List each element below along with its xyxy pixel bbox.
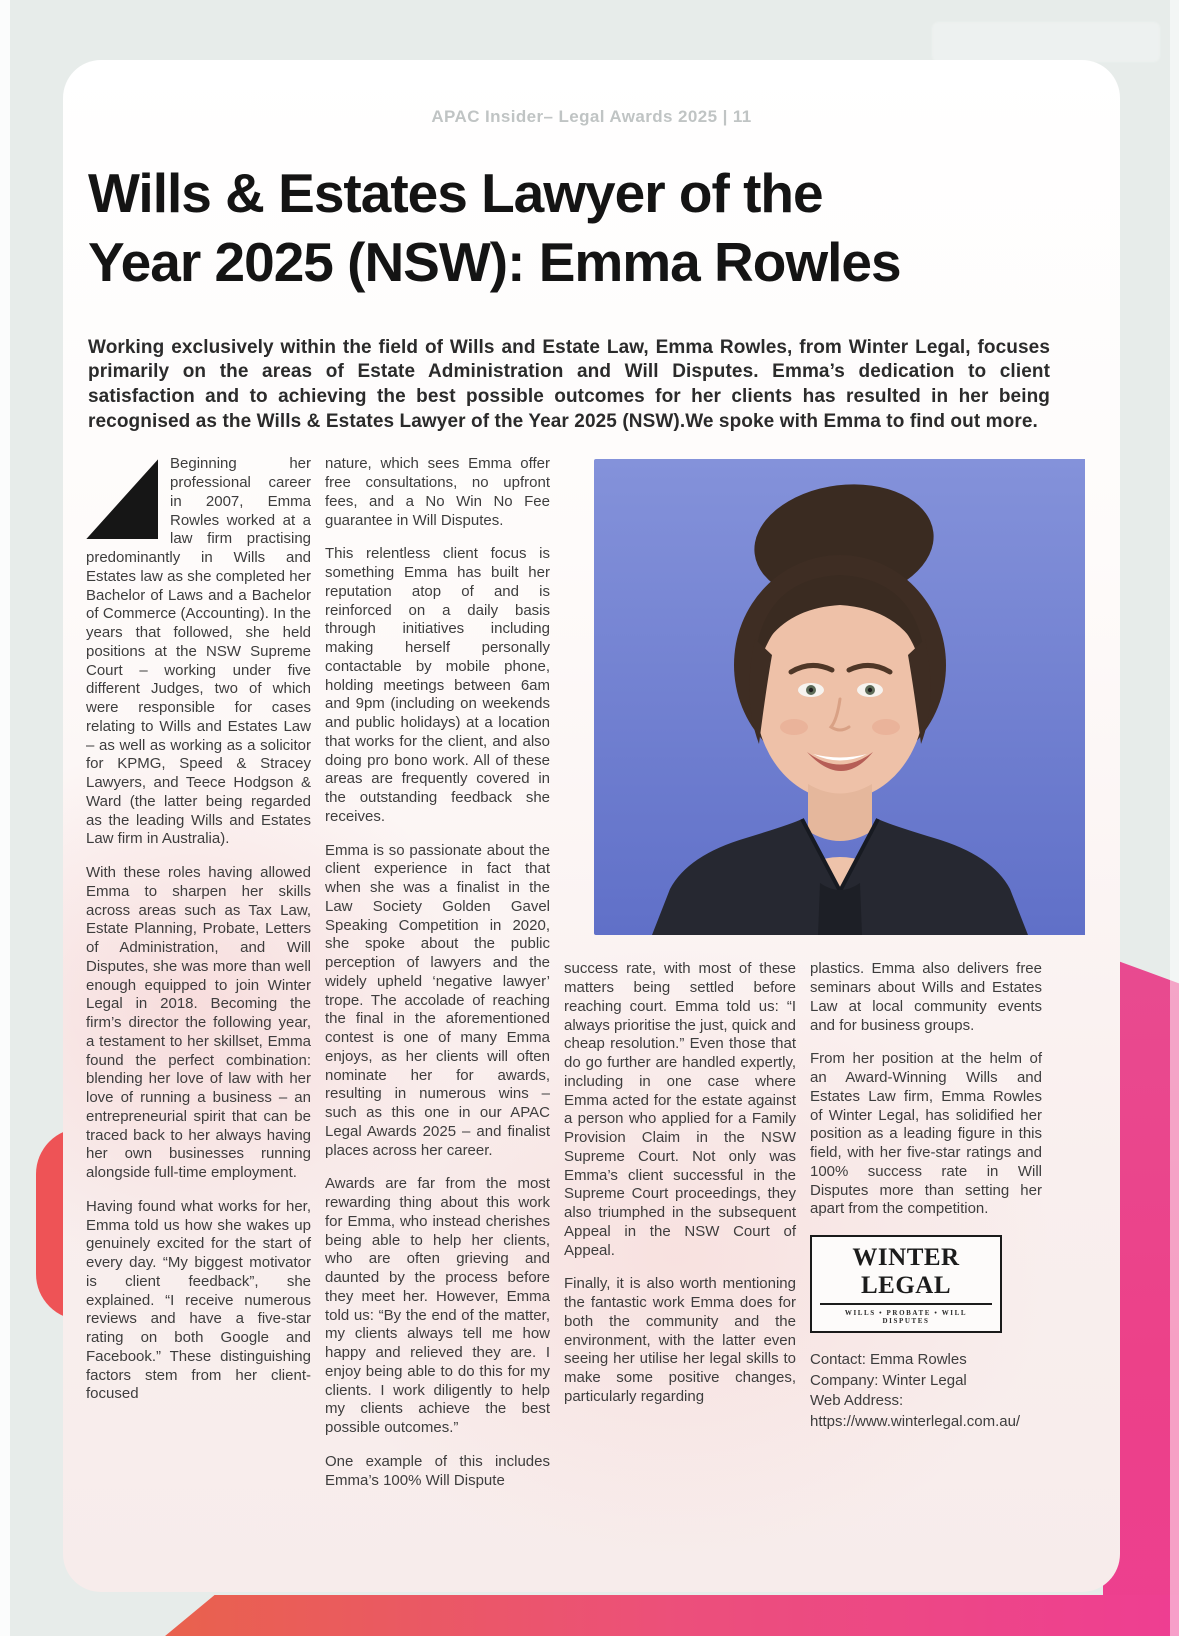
column-1: [86, 455, 311, 1404]
page-edge-left: [0, 0, 10, 1636]
decorative-bottom-gradient-bar: [0, 1595, 1179, 1636]
paragraph: From her position at the helm of an Award-Winning Wills and Estates Law firm, Emma Rowles of Winter Legal, has solidified her position as a leading figure in this field, with her five-star ratings and 100% success rate in Will Disputes more than setting her apart from the competition.: [810, 1050, 1042, 1218]
paragraph: Emma is so passionate about the client experience in fact that when she was a finalist in the Law Society Golden Gavel Speaking Competition in 2020, she spoke about the public perception of lawyers and the widely upheld ‘negative lawyer’ trope. The accolade of reaching the final in the aforementioned contest is one of many Emma enjoys, as her clients will often nominate her for awards, resulting in numerous wins – such as this one in our APAC Legal Awards 2025 – and finalist places across her career.: [325, 841, 550, 1159]
column-4: [810, 960, 1042, 1432]
paragraph: Awards are far from the most rewarding thing about this work for Emma, who instead cherishes being able to help her clients, who are often grieving and daunted by the process before they meet her. However, Emma told us: “By the end of the matter, my clients always tell me how happy and relieved they are. I enjoy being able to do this for my clients. I work diligently to help my clients achieve the best possible outcomes.”: [325, 1175, 550, 1437]
paragraph: One example of this includes Emma’s 100% Will Dispute: [325, 1452, 550, 1489]
masthead: APAC Insider– Legal Awards 2025 | 11: [431, 107, 752, 126]
contact-web-address: Web Address: https://www.winterlegal.com.au/: [810, 1392, 1021, 1430]
article-columns: [86, 455, 1042, 1490]
standfirst-paragraph: Working exclusively within the field of Wills and Estate Law, Emma Rowles, from Winter Legal, focuses primarily on the areas of Estate Administration and Will Disputes. Emma’s dedication to client satisfaction and to achieving the best possible outcomes for her clients has resulted in her being recognised as the Wills & Estates Lawyer of the Year 2025 (NSW).We spoke with Emma to find out more.: [88, 336, 1050, 432]
winter-legal-logo: [810, 1235, 1002, 1333]
lower-columns: [564, 960, 1042, 1432]
article-card: [63, 60, 1120, 1592]
paragraph-text: Beginning her professional career in 2007, Emma Rowles worked at a law firm practising predominantly in Wills and Estates law as she completed her Bachelor of Laws and a Bachelor of Commerce (Accounting). In the years that followed, she held positions at the NSW Supreme Court – working under five different Judges, two of which were responsible for cases relating to Wills and Estates Law – as well as working as a solicitor for KPMG, Speed & Stracey Lawyers, and Teece Hodgson & Ward (the latter being regarded as the leading Wills and Estates Law firm in Australia).: [86, 455, 311, 848]
paragraph: Finally, it is also worth mentioning the fantastic work Emma does for both the community and the environment, with the latter even seeing her utilise her legal skills to make some positive changes, particularly regarding: [564, 1275, 796, 1405]
portrait-illustration: [594, 459, 1085, 935]
dropcap-triangle-icon: [86, 459, 158, 539]
paragraph: Having found what works for her, Emma told us how she wakes up genuinely excited for the start of every day. “My biggest motivator is client feedback”, she explained. “I receive numerous reviews and have a five-star rating on both Google and Facebook.” These distinguishing factors stem from her client-focused: [86, 1197, 311, 1403]
paragraph: With these roles having allowed Emma to sharpen her skills across areas such as Tax Law, Estate Planning, Probate, Letters of Administration, and Will Disputes, she was more than well enough equipped to join Winter Legal in 2018. Becoming the firm’s director the following year, a testament to her skillset, Emma found the perfect combination: blending her love of law with her love of running a business – an entrepreneurial spirit that can be traced back to her always having her own businesses running alongside full-time employment.: [86, 864, 311, 1182]
page-title: Wills & Estates Lawyer of the Year 2025 (NSW): Emma Rowles: [88, 162, 901, 294]
logo-tagline: WILLS • PROBATE • WILL DISPUTES: [844, 1309, 968, 1326]
column-3: [564, 960, 796, 1432]
faint-watermark: [932, 22, 1160, 62]
right-column-pair: [564, 455, 1042, 1432]
portrait-photo: [594, 459, 1087, 935]
paragraph: plastics. Emma also delivers free seminars about Wills and Estates Law at local community events and for business groups.: [810, 960, 1042, 1034]
paragraph: nature, which sees Emma offer free consultations, no upfront fees, and a No Win No Fee guarantee in Will Disputes.: [325, 455, 550, 529]
contact-company: Company: Winter Legal: [810, 1371, 967, 1389]
paragraph: success rate, with most of these matters being settled before reaching court. Emma told us: “I always prioritise the just, quick and cheap resolution.” Even those that do go further are handled expertly, including in one case where Emma acted for the estate against a person who applied for a Family Provision Claim in the NSW Supreme Court. Not only was Emma’s client successful in the Supreme Court proceedings, they also triumphed in the subsequent Appeal in the NSW Court of Appeal.: [564, 960, 796, 1259]
contact-name: Contact: Emma Rowles: [810, 1351, 967, 1369]
page-edge-right: [1170, 0, 1179, 1636]
column-2: [325, 455, 550, 1490]
paragraph: This relentless client focus is something Emma has built her reputation atop of and is reinforced on a daily basis through initiatives including making herself personally contactable by mobile phone, holding meetings between 6am and 9pm (including on weekends and public holidays) at a location that works for the client, and also doing pro bono work. All of these areas are frequently covered in the outstanding feedback she receives.: [325, 545, 550, 825]
contact-block: [810, 1350, 1042, 1432]
logo-name: WINTER LEGAL: [820, 1244, 992, 1305]
paragraph: [86, 455, 311, 849]
